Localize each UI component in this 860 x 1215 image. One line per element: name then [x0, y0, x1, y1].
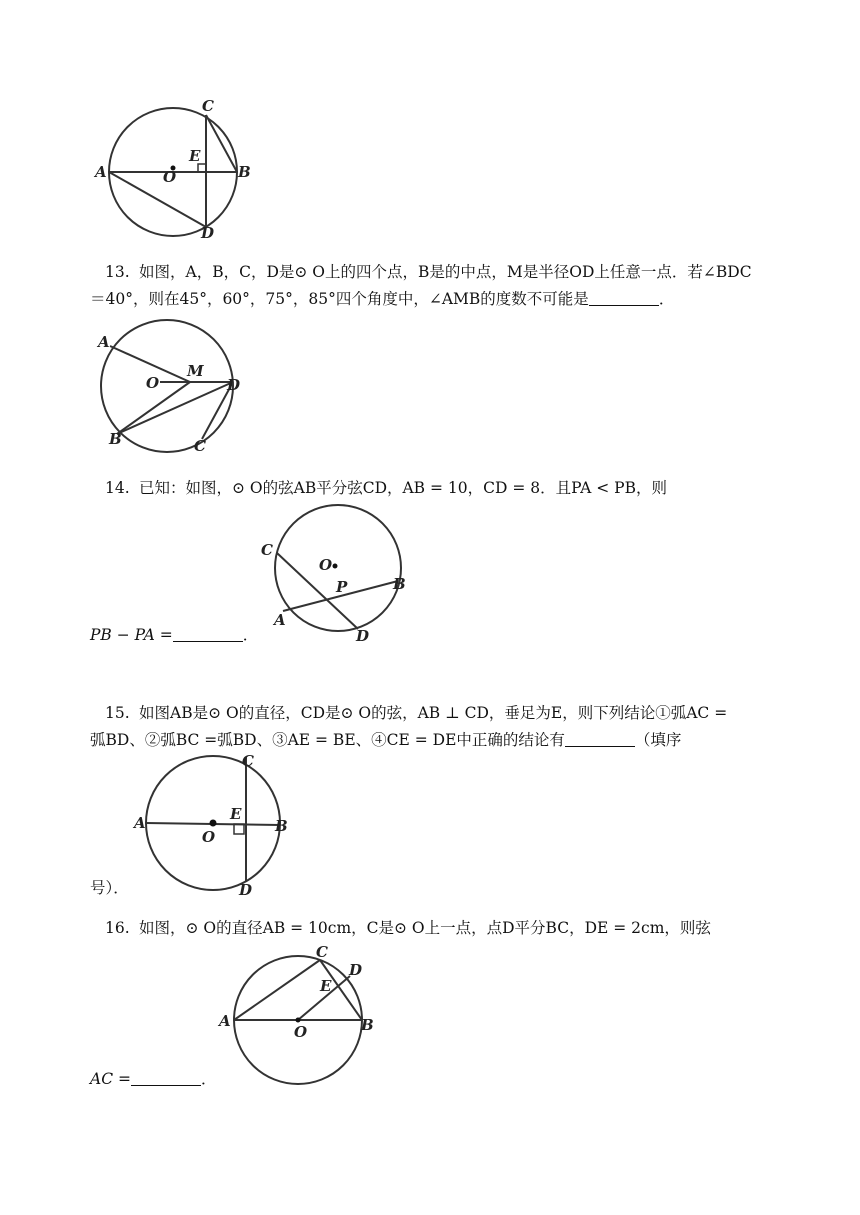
label-e: E — [320, 977, 332, 995]
question-text-line3: 号）． — [90, 879, 129, 897]
label-a: A — [95, 163, 107, 181]
center-dot — [333, 564, 338, 569]
label-c: C — [194, 437, 206, 455]
right-angle-mark — [234, 824, 244, 834]
question-15 — [105, 700, 727, 726]
question-text-line1: 如图，⊙ O的直径AB = 10cm，C是⊙ O上一点，点D平分BC，DE = 2cm，则弦 — [139, 919, 711, 937]
question-number: 15. — [105, 704, 130, 722]
question-text-line1: 已知：如图，⊙ O的弦AB平分弦CD，AB = 10，CD = 8．且PA < PB，则 — [139, 479, 667, 497]
answer-blank[interactable] — [589, 304, 659, 306]
label-d: D — [349, 961, 363, 979]
question-text-line2: 弧BD、②弧BC =弧BD、③AE = BE、④CE = DE中正确的结论有 — [90, 731, 565, 749]
figure-q15 — [130, 752, 300, 900]
question-text-line2: ＝40°，则在45°，60°，75°，85°四个角度中，∠AMB的度数不可能是 — [90, 290, 589, 308]
segment-bd — [117, 382, 233, 434]
answer-blank[interactable] — [131, 1084, 201, 1086]
question-text-line2: AC = — [90, 1070, 131, 1088]
label-d: D — [227, 376, 241, 394]
center-dot — [296, 1018, 301, 1023]
label-b: B — [393, 575, 406, 593]
question-16 — [105, 915, 711, 941]
label-e: E — [189, 147, 201, 165]
question-14 — [105, 475, 667, 501]
label-d: D — [239, 881, 253, 899]
question-text-line1: 如图AB是⊙ O的直径，CD是⊙ O的弦，AB ⊥ CD，垂足为E，则下列结论①弧AC = — [139, 704, 728, 722]
figure-q16 — [210, 940, 385, 1080]
label-o: O — [202, 828, 216, 846]
question-15-line2 — [90, 727, 681, 753]
label-e: E — [230, 805, 242, 823]
label-a: A — [134, 814, 146, 832]
label-p: P — [336, 578, 348, 596]
label-d: D — [201, 224, 215, 242]
question-16-line2 — [90, 1066, 216, 1092]
figure-q14 — [255, 503, 415, 648]
segment-ad — [109, 172, 206, 227]
label-c: C — [261, 541, 273, 559]
answer-blank[interactable] — [565, 745, 635, 747]
question-number: 16. — [105, 919, 130, 937]
center-dot — [210, 820, 217, 827]
label-o: O — [163, 168, 177, 186]
label-a: A — [274, 611, 286, 629]
label-o: O — [146, 374, 160, 392]
label-b: B — [275, 817, 288, 835]
punctuation: ． — [658, 290, 675, 308]
label-m: M — [187, 362, 204, 380]
label-a: A — [98, 333, 110, 351]
figure-q12 — [90, 95, 260, 245]
label-d: D — [356, 627, 370, 645]
label-b: B — [361, 1016, 374, 1034]
label-o: O — [319, 556, 333, 574]
right-angle-mark — [198, 164, 206, 172]
label-o: O — [294, 1023, 308, 1041]
question-text-line2: PB − PA = — [90, 626, 173, 644]
question-text-tail: （填序 — [634, 731, 682, 749]
question-number: 14. — [105, 479, 130, 497]
label-b: B — [238, 163, 251, 181]
label-c: C — [242, 752, 254, 770]
segment-cb — [206, 115, 237, 172]
punctuation: ． — [200, 1070, 217, 1088]
punctuation: ． — [242, 626, 259, 644]
question-15-line3 — [90, 875, 129, 901]
label-c: C — [316, 943, 328, 961]
label-b: B — [109, 430, 122, 448]
question-13-line2 — [90, 286, 674, 312]
label-a: A — [219, 1012, 231, 1030]
question-text-line1: 如图，A，B，C，D是⊙ O上的四个点，B是的中点，M是半径OD上任意一点．若∠BDC — [139, 263, 752, 281]
figure-q13 — [90, 318, 260, 458]
label-c: C — [202, 97, 214, 115]
question-number: 13. — [105, 263, 130, 281]
question-13 — [105, 259, 752, 285]
question-14-line2 — [90, 622, 258, 648]
answer-blank[interactable] — [173, 640, 243, 642]
